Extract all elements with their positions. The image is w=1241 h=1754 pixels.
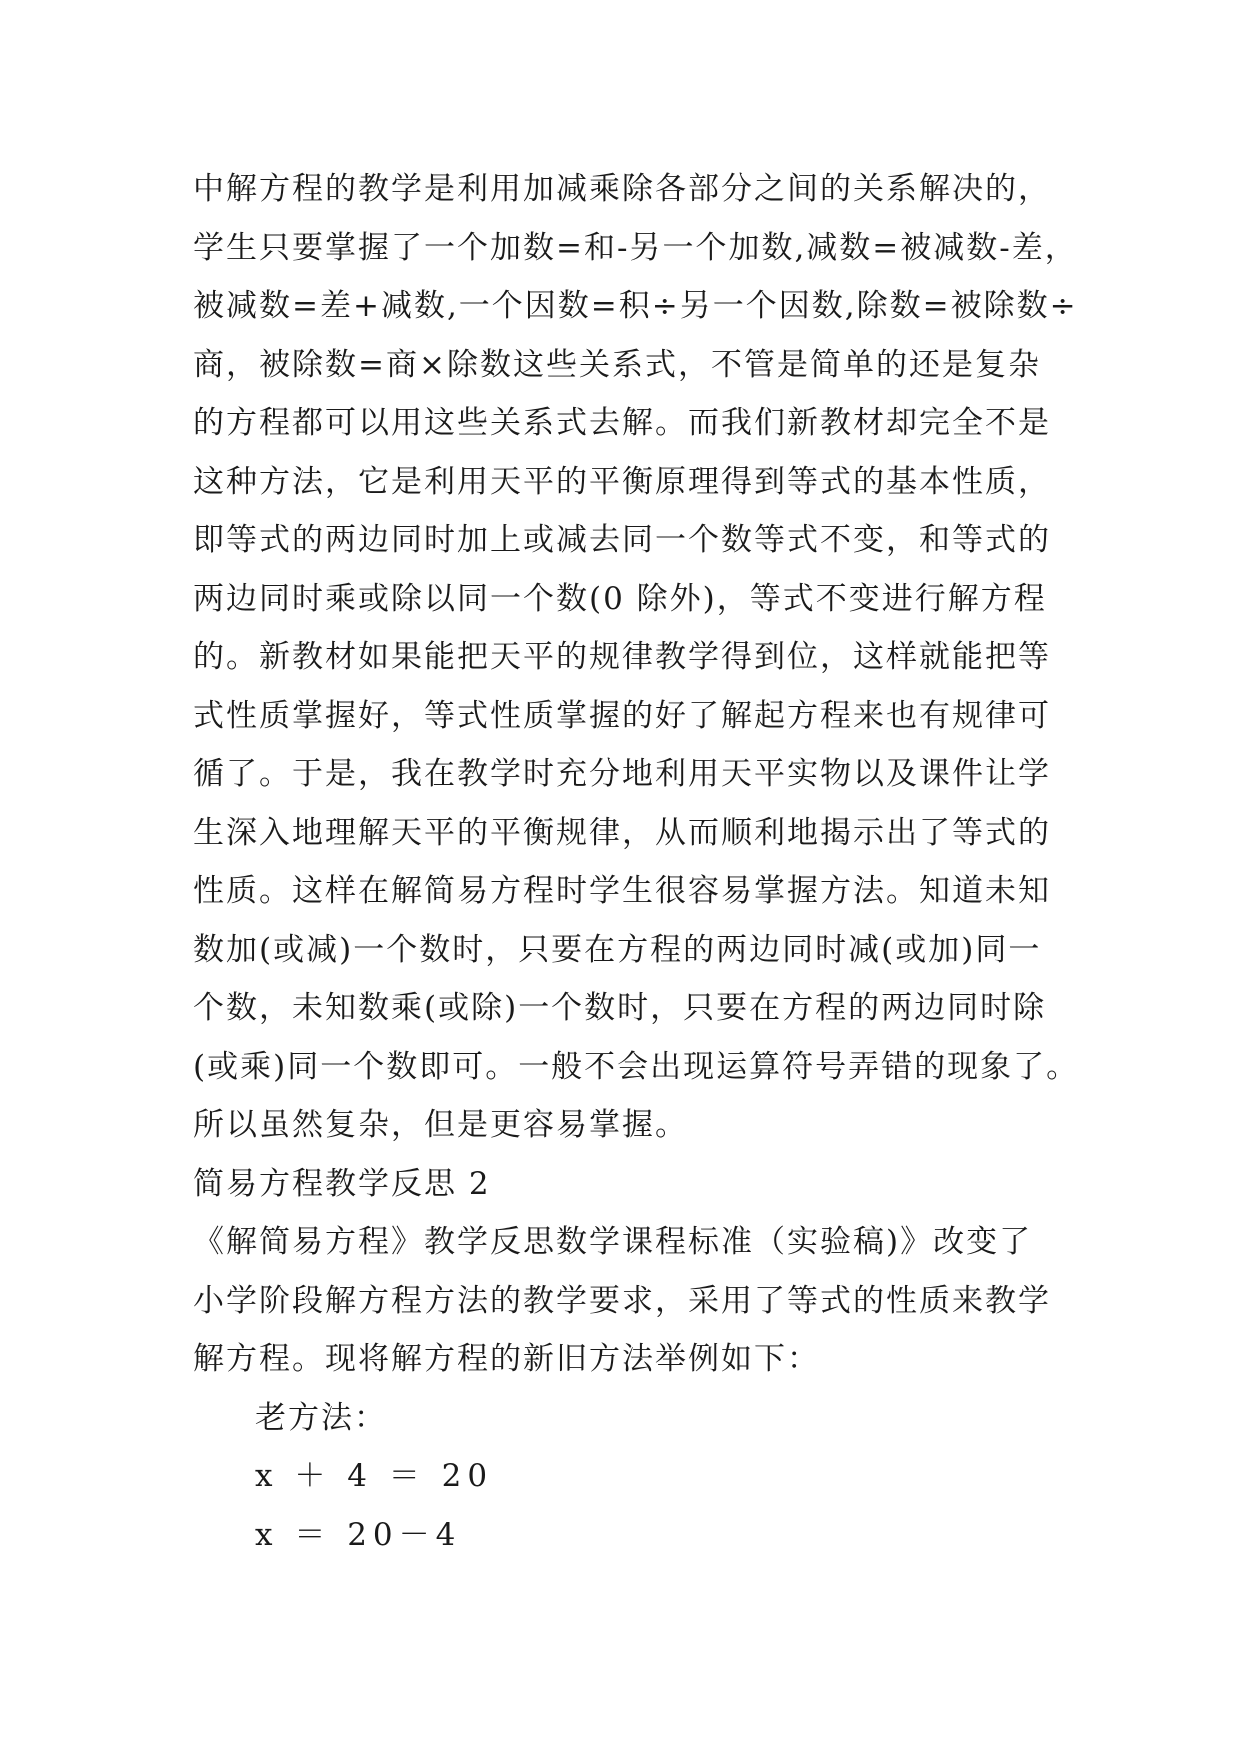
text-line: 的方程都可以用这些关系式去解。而我们新教材却完全不是 — [193, 405, 1051, 441]
text-line: 两边同时乘或除以同一个数(0 除外)，等式不变进行解方程 — [193, 580, 1047, 617]
text-line: 被减数=差+减数,一个因数=积÷另一个因数,除数=被除数÷ — [193, 288, 1078, 324]
paragraph-1 — [193, 160, 1080, 1155]
paragraph-2 — [193, 1213, 1053, 1389]
text-line: 中解方程的教学是利用加减乘除各部分之间的关系解决的， — [193, 171, 1051, 207]
document-body — [193, 160, 1080, 1564]
section-title: 简易方程教学反思 2 — [193, 1165, 491, 1202]
text-line: 循了。于是，我在教学时充分地利用天平实物以及课件让学 — [193, 756, 1051, 792]
text-line: 式性质掌握好，等式性质掌握的好了解起方程来也有规律可 — [193, 697, 1051, 734]
old-method-block — [193, 1389, 1053, 1565]
text-line: (或乘)同一个数即可。一般不会出现运算符号弄错的现象了。 — [193, 1048, 1080, 1085]
text-line: 的。新教材如果能把天平的规律教学得到位，这样就能把等 — [193, 639, 1051, 675]
text-line: 解方程。现将解方程的新旧方法举例如下： — [193, 1341, 820, 1377]
text-line: 即等式的两边同时加上或减去同一个数等式不变，和等式的 — [193, 522, 1051, 558]
text-line: 性质。这样在解简易方程时学生很容易掌握方法。知道未知 — [193, 873, 1051, 909]
old-method-label: 老方法： — [255, 1399, 387, 1436]
text-line: 数加(或减)一个数时，只要在方程的两边同时减(或加)同一 — [193, 931, 1042, 968]
text-line: 所以虽然复杂，但是更容易掌握。 — [193, 1107, 688, 1143]
equation-line: x ＝ 20－4 — [255, 1516, 462, 1553]
text-line: 商，被除数=商×除数这些关系式，不管是简单的还是复杂 — [193, 346, 1041, 383]
text-line: 个数，未知数乘(或除)一个数时，只要在方程的两边同时除 — [193, 990, 1047, 1026]
text-line: 学生只要掌握了一个加数=和-另一个加数,减数=被减数-差， — [193, 229, 1078, 266]
text-line: 这种方法，它是利用天平的平衡原理得到等式的基本性质， — [193, 463, 1051, 500]
equation-line: x ＋ 4 ＝ 20 — [255, 1458, 494, 1494]
text-line: 小学阶段解方程方法的教学要求，采用了等式的性质来教学 — [193, 1282, 1051, 1319]
text-line: 生深入地理解天平的平衡规律，从而顺利地揭示出了等式的 — [193, 814, 1051, 851]
text-line: 《解简易方程》教学反思数学课程标准（实验稿)》改变了 — [193, 1224, 1033, 1260]
